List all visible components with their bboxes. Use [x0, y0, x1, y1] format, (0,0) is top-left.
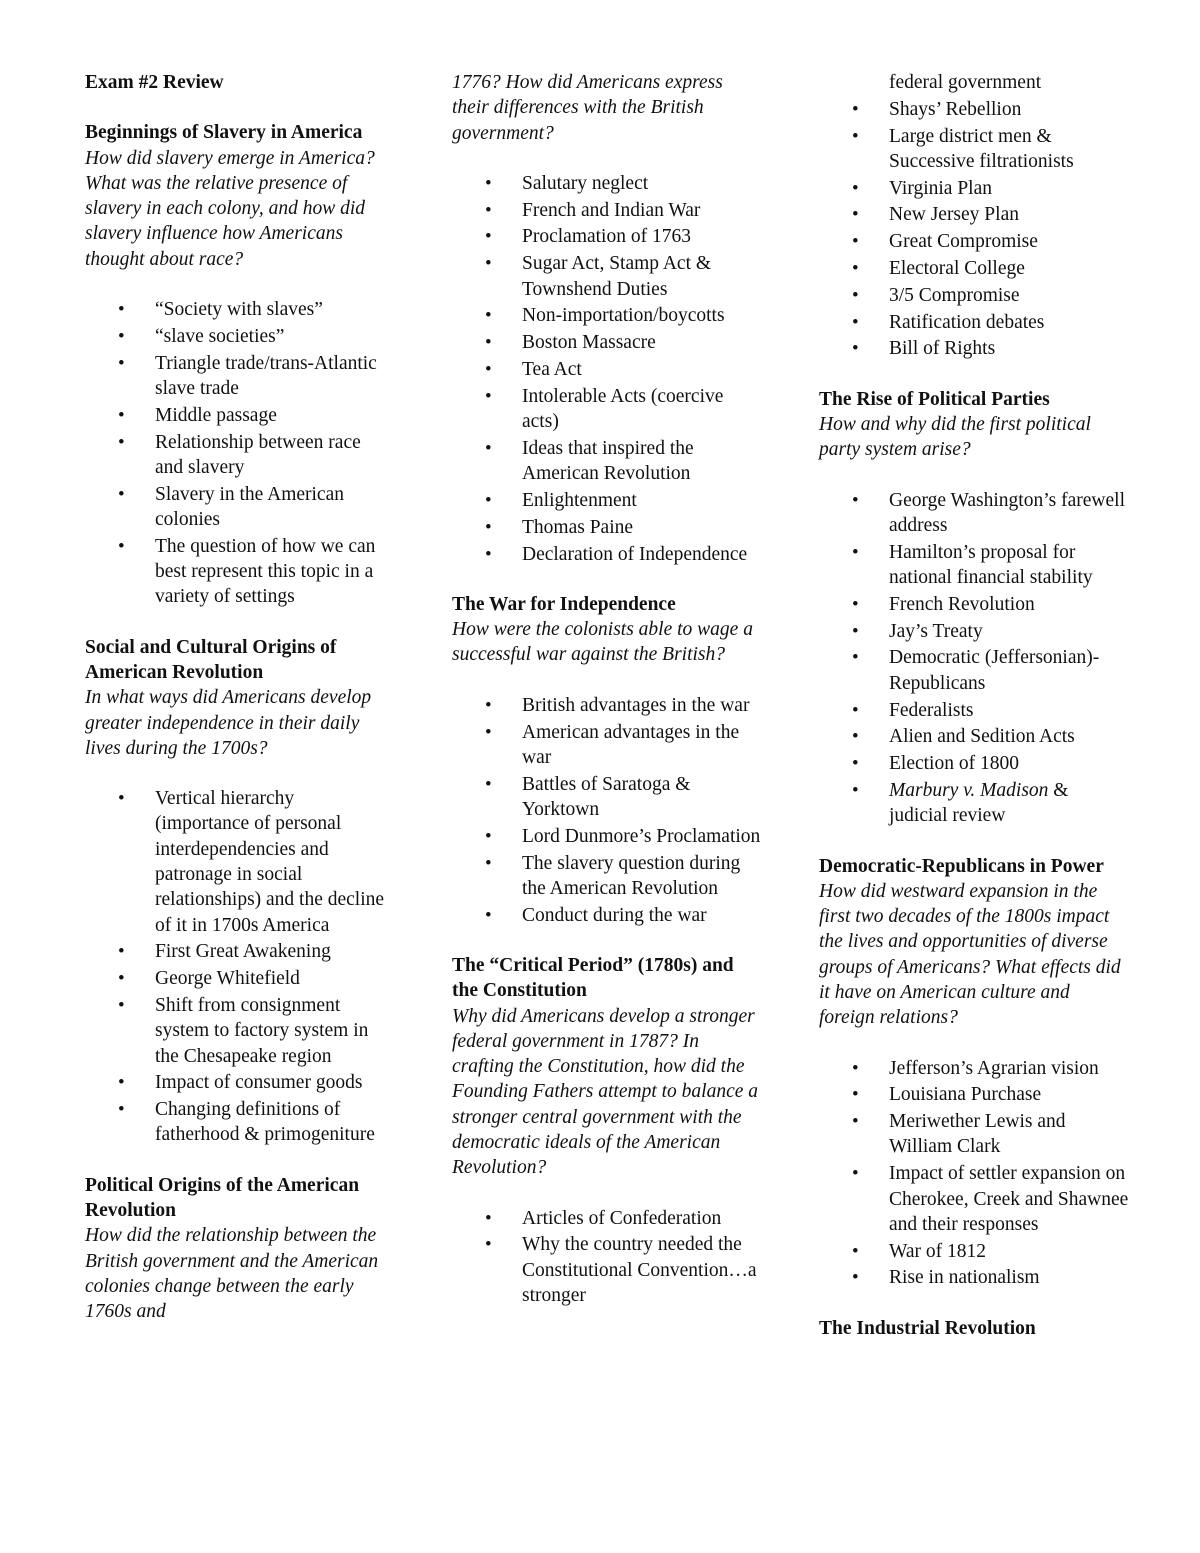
list-item: • The slavery question during the American Revolution [522, 851, 762, 902]
list-item: • Changing definitions of fatherhood & primogeniture [155, 1097, 385, 1148]
list-item: • New Jersey Plan [889, 202, 1129, 227]
list-item: • Federalists [889, 698, 1129, 723]
section-question: How and why did the first political party system arise? [819, 414, 1091, 461]
list-item: • Jay’s Treaty [889, 619, 1129, 644]
section-question: How did the relationship between the British government and the American colonies change between the early 1760s and [85, 1225, 379, 1323]
section-political-origins [85, 1173, 385, 1325]
list-item: • American advantages in the war [522, 720, 762, 771]
section-title: The Rise of Political Parties [819, 388, 1050, 410]
list-item: • “slave societies” [155, 324, 385, 349]
section-question: How did slavery emerge in America? What was the relative presence of slavery in each colony, and how did slavery influence how Americans thought about race? [85, 147, 375, 270]
list-item: • The question of how we can best represent this topic in a variety of settings [155, 534, 385, 610]
section-title: Social and Cultural Origins of American Revolution [85, 636, 337, 683]
list-item: • Tea Act [522, 357, 762, 382]
list-item: • Great Compromise [889, 229, 1129, 254]
list-item: • Vertical hierarchy (importance of personal interdependencies and patronage in social relationships) and the decline of it in 1700s America [155, 786, 385, 938]
topic-list [819, 488, 1129, 829]
list-item: • Virginia Plan [889, 176, 1129, 201]
case-name: Marbury v. Madison [889, 779, 1049, 801]
section-title: Beginnings of Slavery in America [85, 122, 363, 144]
list-item: • “Society with slaves” [155, 297, 385, 322]
list-item: • Middle passage [155, 403, 385, 428]
list-item: • Impact of settler expansion on Cherokee, Creek and Shawnee and their responses [889, 1161, 1129, 1237]
list-item: • Battles of Saratoga & Yorktown [522, 772, 762, 823]
section-beginnings-of-slavery [85, 120, 385, 609]
list-item: • Triangle trade/trans-Atlantic slave trade [155, 351, 385, 402]
topic-list [452, 693, 762, 928]
section-title: The “Critical Period” (1780s) and the Constitution [452, 954, 734, 1002]
list-item: • Intolerable Acts (coercive acts) [522, 384, 762, 435]
page-title: Exam #2 Review [85, 72, 224, 93]
list-item: • Sugar Act, Stamp Act & Townshend Duties [522, 251, 762, 302]
section-social-cultural-origins [85, 635, 385, 1148]
list-item: • Shays’ Rebellion [889, 97, 1129, 122]
list-item-continued: federal government [889, 72, 1042, 93]
list-item: • Relationship between race and slavery [155, 430, 385, 481]
topic-list [452, 1206, 762, 1309]
list-item: • Alien and Sedition Acts [889, 724, 1129, 749]
list-item: • Ratification debates [889, 310, 1129, 335]
list-item: • War of 1812 [889, 1239, 1129, 1264]
list-item-marbury [889, 778, 1129, 829]
section-question: In what ways did Americans develop greater independence in their daily lives during the 1700s? [85, 687, 372, 759]
section-title: Democratic-Republicans in Power [819, 855, 1104, 877]
section-question: How did westward expansion in the first two decades of the 1800s impact the lives and opportunities of diverse groups of Americans? What effects did it have on American culture and foreign relations? [819, 880, 1121, 1029]
list-item: • Democratic (Jeffersonian)-Republicans [889, 645, 1129, 696]
list-item: • Lord Dunmore’s Proclamation [522, 824, 762, 849]
list-item: • Electoral College [889, 256, 1129, 281]
section-rise-of-political-parties [819, 387, 1129, 829]
topic-list [85, 786, 385, 1148]
column-1 [85, 70, 385, 1325]
list-item: • Bill of Rights [889, 336, 1129, 361]
list-item: • Ideas that inspired the American Revolution [522, 436, 762, 487]
column-2 [452, 70, 762, 1333]
list-item: • Proclamation of 1763 [522, 224, 762, 249]
section-industrial-revolution [819, 1316, 1129, 1341]
list-item: • Slavery in the American colonies [155, 482, 385, 533]
list-item: • British advantages in the war [522, 693, 762, 718]
section-title: Political Origins of the American Revolution [85, 1174, 360, 1222]
list-item: • Hamilton’s proposal for national financial stability [889, 540, 1129, 591]
list-item: • Why the country needed the Constitutional Convention…a stronger [522, 1232, 762, 1308]
topic-list [452, 171, 762, 567]
topic-list [819, 97, 1129, 362]
list-item: • Meriwether Lewis and William Clark [889, 1109, 1129, 1160]
section-critical-period [452, 953, 762, 1308]
section-title: The War for Independence [452, 593, 676, 615]
list-item: • Conduct during the war [522, 903, 762, 928]
list-item: • Thomas Paine [522, 515, 762, 540]
list-item: • French Revolution [889, 592, 1129, 617]
list-item: • George Whitefield [155, 966, 385, 991]
list-item: • French and Indian War [522, 198, 762, 223]
list-item: • 3/5 Compromise [889, 283, 1129, 308]
section-title: The Industrial Revolution [819, 1317, 1036, 1339]
list-item: • Louisiana Purchase [889, 1082, 1129, 1107]
section-democratic-republicans-in-power [819, 854, 1129, 1291]
case-name-suffix: & [1048, 779, 1069, 801]
list-item: • Rise in nationalism [889, 1265, 1129, 1290]
list-item: • First Great Awakening [155, 939, 385, 964]
list-item: • Articles of Confederation [522, 1206, 762, 1231]
list-item: • Impact of consumer goods [155, 1070, 385, 1095]
list-item: • George Washington’s farewell address [889, 488, 1129, 539]
list-item: • Large district men & Successive filtrationists [889, 124, 1129, 175]
section-question-continued: 1776? How did Americans express their differences with the British government? [452, 72, 723, 144]
list-item: • Shift from consignment system to factory system in the Chesapeake region [155, 993, 385, 1069]
list-item: • Boston Massacre [522, 330, 762, 355]
case-description: judicial review [889, 805, 1006, 827]
section-war-for-independence [452, 592, 762, 928]
list-item: • Non-importation/boycotts [522, 303, 762, 328]
list-item: • Declaration of Independence [522, 542, 762, 567]
section-question: Why did Americans develop a stronger federal government in 1787? In crafting the Constitution, how did the Founding Fathers attempt to balance a stronger central government with the democratic ideals of the American Revolution? [452, 1005, 759, 1179]
topic-list [85, 297, 385, 610]
list-item: • Salutary neglect [522, 171, 762, 196]
list-item: • Enlightenment [522, 488, 762, 513]
list-item: • Jefferson’s Agrarian vision [889, 1056, 1129, 1081]
section-question: How were the colonists able to wage a successful war against the British? [452, 619, 753, 666]
list-item: • Election of 1800 [889, 751, 1129, 776]
column-3 [819, 70, 1129, 1341]
topic-list [819, 1056, 1129, 1291]
